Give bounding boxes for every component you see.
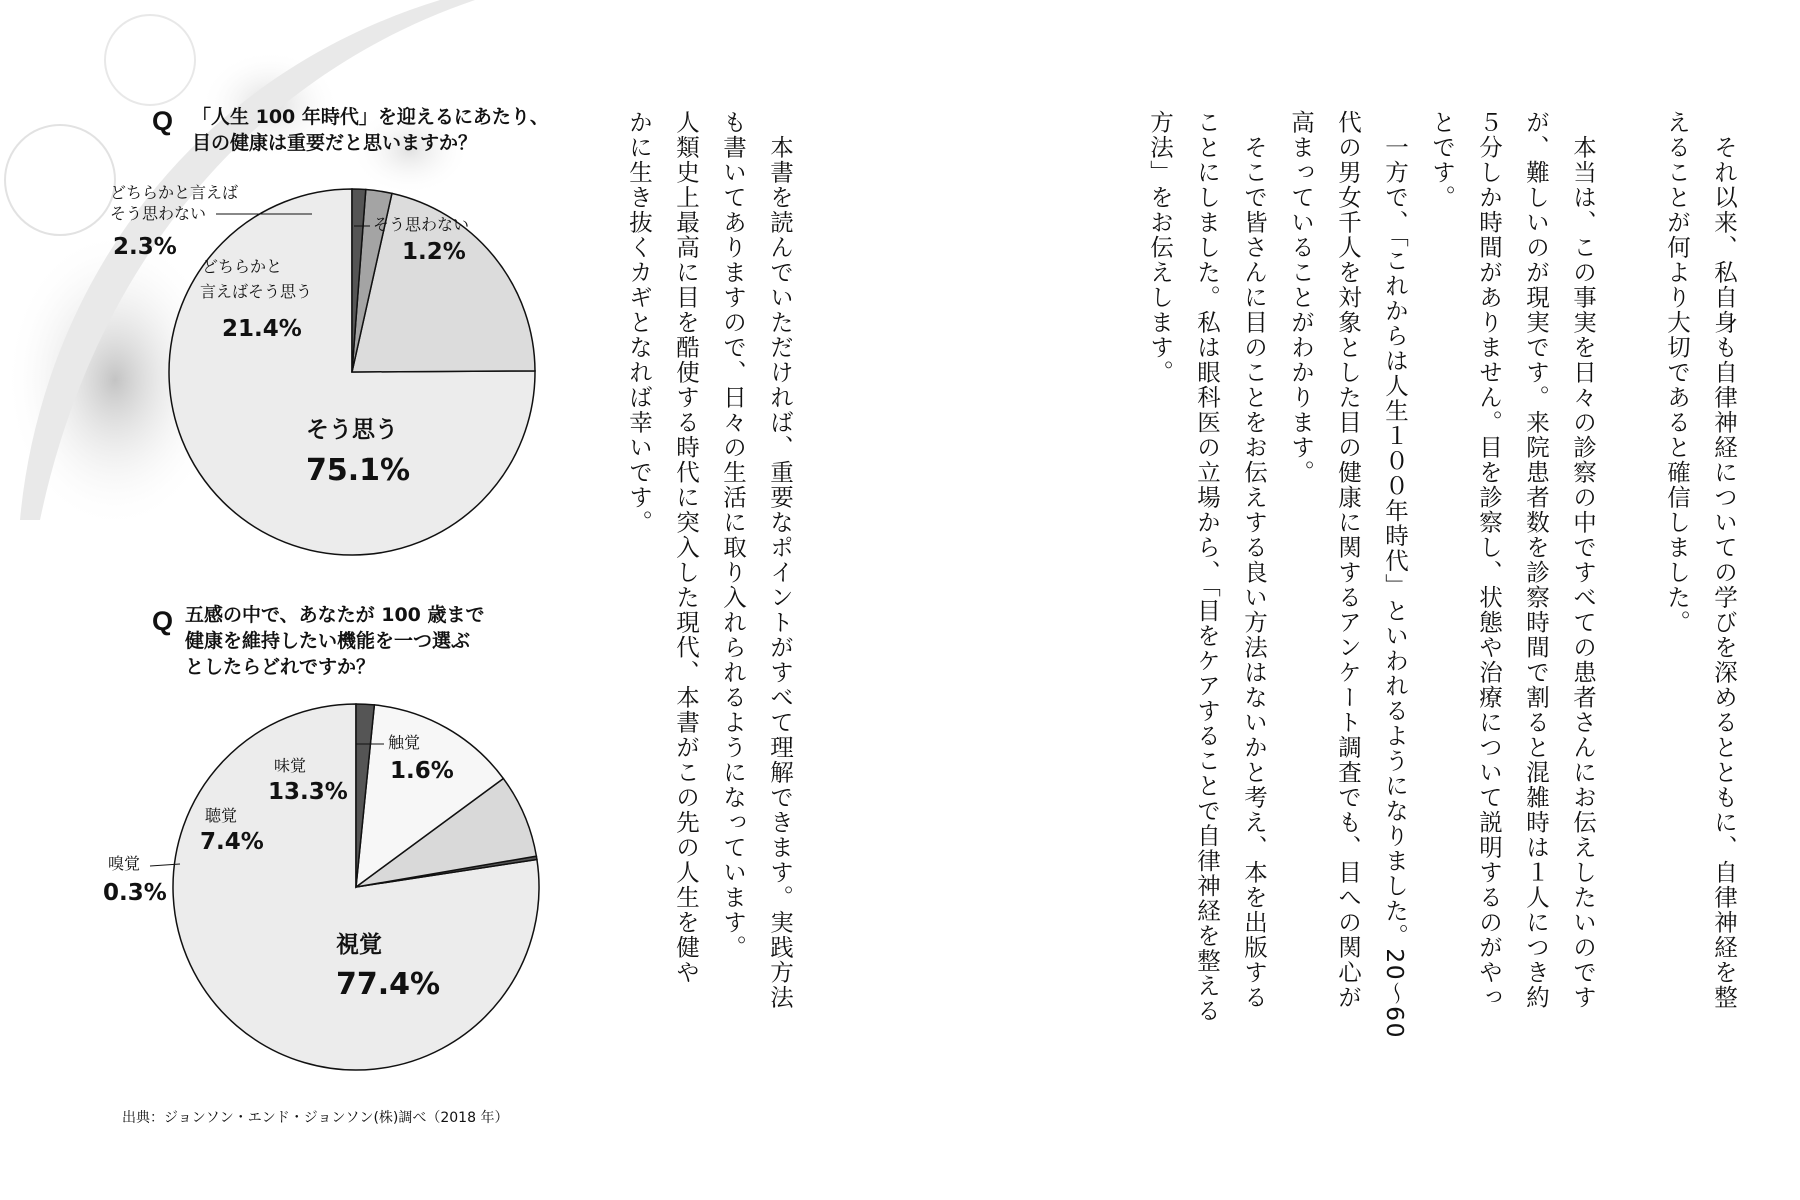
survey2-pie-chart	[0, 600, 600, 1160]
pie2-value-choukaku: 7.4%	[200, 829, 264, 855]
pie1-label-omou: そう思う	[306, 417, 398, 443]
pie1-label-omowanai: そう思わない	[373, 215, 470, 234]
source-note: 出典：ジョンソン・エンド・ジョンソン(株)調べ（2018 年）	[122, 1110, 509, 1126]
left-text-line-1: 本書を読んでいただければ、重要なポイントがすべて理解できます。実践方法	[766, 135, 794, 1010]
right-text-line-4: が、難しいのが現実です。来院患者数を診察時間で割ると混雑時は１人につき約	[1522, 110, 1550, 1010]
pie2-value-kyuukaku: 0.3%	[103, 880, 167, 906]
pie1-value-dochira-omou: 21.4%	[222, 316, 302, 342]
survey2-question-line-1: 五感の中で、あなたが 100 歳まで	[185, 604, 485, 626]
survey1-question-line-1: 「人生 100 年時代」を迎えるにあたり、	[192, 106, 549, 128]
question-mark-1: Q	[152, 106, 174, 136]
pie2-value-shikaku: 77.4%	[336, 967, 441, 1002]
pie2-label-shokkaku: 触覚	[388, 733, 421, 752]
right-text-line-3: 本当は、この事実を日々の診察の中ですべての患者さんにお伝えしたいのです	[1569, 135, 1597, 1010]
pie2-label-kyuukaku: 嗅覚	[108, 854, 141, 873]
right-text-line-6: とです。	[1428, 110, 1456, 210]
pie2-label-shikaku: 視覚	[336, 932, 382, 958]
pie1-label-dochira-omou-line1: どちらかと	[202, 257, 283, 276]
pie1-value-dochira-omowanai: 2.3%	[113, 234, 177, 260]
pie1-label-dochira-omowanai-line2: そう思わない	[110, 204, 207, 223]
right-text-line-1: それ以来、私自身も自律神経についての学びを深めるとともに、自律神経を整	[1710, 135, 1738, 1010]
left-text-line-2: も書いてありますので、日々の生活に取り入れられるようになっています。	[719, 110, 747, 960]
left-text-line-4: かに生き抜くカギとなれば幸いです。	[625, 110, 653, 535]
pie1-label-dochira-omowanai-line1: どちらかと言えば	[110, 183, 239, 202]
right-text-line-8: 代の男女千人を対象とした目の健康に関するアンケート調査でも、目への関心が	[1334, 110, 1362, 1010]
right-text-line-12: 方法」をお伝えします。	[1146, 110, 1174, 385]
pie1-label-dochira-omou-line2: 言えばそう思う	[200, 282, 313, 301]
survey1-question-line-2: 目の健康は重要だと思いますか？	[192, 132, 478, 154]
right-text-line-10: そこで皆さんに目のことをお伝えする良い方法はないかと考え、本を出版する	[1240, 135, 1268, 1010]
pie1-value-omou: 75.1%	[306, 453, 411, 488]
survey2-question-line-2: 健康を維持したい機能を一つ選ぶ	[185, 630, 471, 652]
right-text-line-11: ことにしました。私は眼科医の立場から、「目をケアすることで自律神経を整える	[1193, 110, 1221, 1024]
pie1-value-omowanai: 1.2%	[402, 239, 466, 265]
right-text-line-7: 一方で、「これからは人生１００年時代」といわれるようになりました。20〜60	[1381, 135, 1409, 1040]
survey2-question-line-3: としたらどれですか？	[185, 656, 376, 678]
pie2-value-shokkaku: 1.6%	[390, 758, 454, 784]
question-mark-2: Q	[152, 606, 174, 636]
survey1-pie-chart	[0, 0, 600, 600]
pie2-label-mikaku: 味覚	[274, 756, 307, 775]
left-text-line-3: 人類史上最高に目を酷使する時代に突入した現代、本書がこの先の人生を健や	[672, 110, 700, 985]
right-text-line-2: えることが何より大切であると確信しました。	[1663, 110, 1691, 635]
pie2-label-choukaku: 聴覚	[205, 806, 238, 825]
right-text-line-5: ５分しか時間がありません。目を診察し、状態や治療について説明するのがやっ	[1475, 110, 1503, 1010]
right-text-line-9: 高まっていることがわかります。	[1287, 110, 1315, 485]
pie2-value-mikaku: 13.3%	[268, 779, 348, 805]
